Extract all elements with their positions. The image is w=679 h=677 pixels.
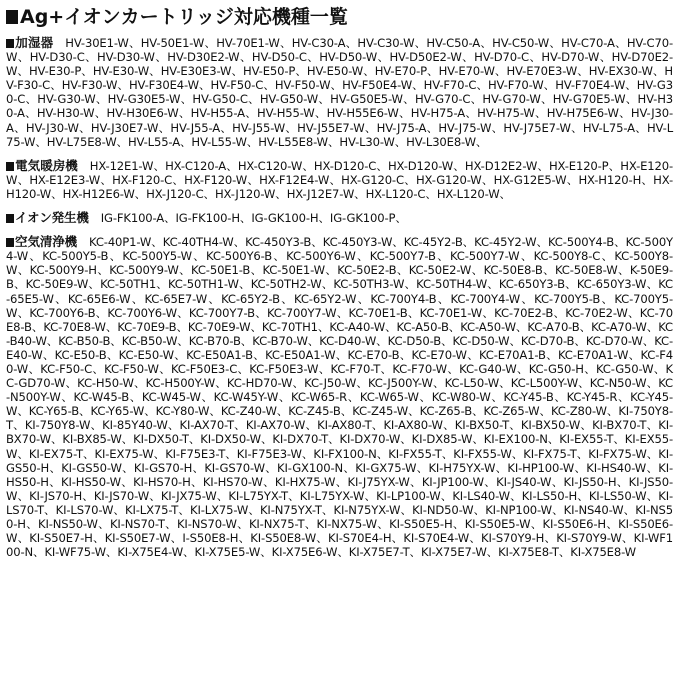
title-square-icon (6, 10, 18, 24)
section-ion-generator-models: IG-FK100-A、IG-FK100-H、IG-GK100-H、IG-GK100-P、 (100, 211, 407, 226)
section-humidifier-body (6, 36, 673, 149)
section-electric-heater-models: HX-12E1-W、HX-C120-A、HX-C120-W、HX-D120-C、HX-D120-W、HX-D12E2-W、HX-E120-P、HX-E120-W、HX-E12E3-W、HX-F120-C、HX-F120-W、HX-F12E4-W、HX-G120-C、HX-G120-W、HX-G12E5-W、HX-H120-H、HX-H120-W、HX-H12E6-W、HX-J120-C、HX-J120-W、HX-J12E7-W、HX-L120-C、HX-L120-W、 (6, 158, 673, 201)
page-title (6, 4, 673, 30)
section-humidifier (6, 36, 673, 149)
heading-square-icon (6, 214, 14, 223)
section-air-purifier-heading: 空気清浄機 (6, 234, 77, 249)
section-air-purifier-models: KC-40P1-W、KC-40TH4-W、KC-450Y3-B、KC-450Y3-W、KC-45Y2-B、KC-45Y2-W、KC-500Y4-B、KC-500Y4-W、KC-500Y5-B、KC-500Y5-W、KC-500Y6-B、KC-500Y6-W、KC-500Y7-B、KC-500Y7-W、KC-500Y8-C、KC-500Y8-W、KC-500Y9-H、KC-500Y9-W、KC-50E1-B、KC-50E1-W、KC-50E2-B、KC-50E2-W、KC-50E8-B、KC-50E8-W、K-50E9-B、KC-50E9-W、KC-50TH1、KC-50TH1-W、KC-50TH2-W、KC-50TH3-W、KC-50TH4-W、KC-650Y3-B、KC-650Y3-W、KC-65E5-W、KC-65E6-W、KC-65E7-W、KC-65Y2-B、KC-65Y2-W、KC-700Y4-B、KC-700Y4-W、KC-700Y5-B、KC-700Y5-W、KC-700Y6-B、KC-700Y6-W、KC-700Y7-B、KC-700Y7-W、KC-70E1-B、KC-70E1-W、KC-70E2-B、KC-70E2-W、KC-70E8-B、KC-70E8-W、KC-70E9-B、KC-70E9-W、KC-70TH1、KC-A40-W、KC-A50-B、KC-A50-W、KC-A70-B、KC-A70-W、KC-B40-W、KC-B50-B、KC-B50-W、KC-B70-B、KC-B70-W、KC-D40-W、KC-D50-B、KC-D50-W、KC-D70-B、KC-D70-W、KC-E40-W、KC-E50-B、KC-E50-W、KC-E50A1-B、KC-E50A1-W、KC-E70-B、KC-E70-W、KC-E70A1-B、KC-E70A1-W、KC-F40-W、KC-F50-C、KC-F50-W、KC-F50E3-C、KC-F50E3-W、KC-F70-T、KC-F70-W、KC-G40-W、KC-G50-H、KC-G50-W、KC-GD70-W、KC-H50-W、KC-H500Y-W、KC-HD70-W、KC-J50-W、KC-J500Y-W、KC-L50-W、KC-L500Y-W、KC-N50-W、KC-N500Y-W、KC-W45-B、KC-W45-W、KC-W45Y-W、KC-W65-R、KC-W65-W、KC-W80-W、KC-Y45-B、KC-Y45-R、KC-Y45-W、KC-Y65-B、KC-Y65-W、KC-Y80-W、KC-Z40-W、KC-Z45-B、KC-Z45-W、KC-Z65-B、KC-Z65-W、KC-Z80-W、KI-750Y8-T、KI-750Y8-W、KI-85Y40-W、KI-AX70-T、KI-AX70-W、KI-AX80-T、KI-AX80-W、KI-BX50-T、KI-BX50-W、KI-BX70-T、KI-BX70-W、KI-BX85-W、KI-DX50-T、KI-DX50-W、KI-DX70-T、KI-DX70-W、KI-DX85-W、KI-EX100-N、KI-EX55-T、KI-EX55-W、KI-EX75-T、KI-EX75-W、KI-F75E3-T、KI-F75E3-W、KI-FX100-N、KI-FX55-T、KI-FX55-W、KI-FX75-T、KI-FX75-W、KI-GS50-H、KI-GS50-W、KI-GS70-H、KI-GS70-W、KI-GX100-N、KI-GX75-W、KI-H75YX-W、KI-HP100-W、KI-HS40-W、KI-HS50-H、KI-HS50-W、KI-HS70-H、KI-HS70-W、KI-HX75-W、KI-J75YX-W、KI-JP100-W、KI-JS40-W、KI-JS50-H、KI-JS50-W、KI-JS70-H、KI-JS70-W、KI-JX75-W、KI-L75YX-T、KI-L75YX-W、KI-LP100-W、KI-LS40-W、KI-LS50-H、KI-LS50-W、KI-LS70-T、KI-LS70-W、KI-LX75-T、KI-LX75-W、KI-N75YX-T、KI-N75YX-W、KI-ND50-W、KI-NP100-W、KI-NS40-W、KI-NS50-H、KI-NS50-W、KI-NS70-T、KI-NS70-W、KI-NX75-T、KI-NX75-W、KI-S50E5-H、KI-S50E5-W、KI-S50E6-H、KI-S50E6-W、KI-S50E7-H、KI-S50E7-W、I-S50E8-H、KI-S50E8-W、KI-S70E4-H、KI-S70E4-W、KI-S70Y9-H、KI-S70Y9-W、KI-WF100-N、KI-WF75-W、KI-X75E4-W、KI-X75E5-W、KI-X75E6-W、KI-X75E7-T、KI-X75E7-W、KI-X75E8-T、KI-X75E8-W (6, 235, 673, 560)
section-humidifier-heading: 加湿器 (6, 35, 53, 50)
section-electric-heater (6, 159, 673, 201)
heading-square-icon (6, 162, 14, 171)
section-humidifier-models: HV-30E1-W、HV-50E1-W、HV-70E1-W、HV-C30-A、HV-C30-W、HV-C50-A、HV-C50-W、HV-C70-A、HV-C70-W、HV-D30-C、HV-D30-W、HV-D30E2-W、HV-D50-C、HV-D50-W、HV-D50E2-W、HV-D70-C、HV-D70-W、HV-D70E2-W、HV-E30-P、HV-E30-W、HV-E30E3-W、HV-E50-P、HV-E50-W、HV-E70-P、HV-E70-W、HV-E70E3-W、HV-EX30-W、HV-F30-C、HV-F30-W、HV-F30E4-W、HV-F50-C、HV-F50-W、HV-F50E4-W、HV-F70-C、HV-F70-W、HV-F70E4-W、HV-G30-C、HV-G30-W、HV-G30E5-W、HV-G50-C、HV-G50-W、HV-G50E5-W、HV-G70-C、HV-G70-W、HV-G70E5-W、HV-H30-A、HV-H30-W、HV-H30E6-W、HV-H55-A、HV-H55-W、HV-H55E6-W、HV-H75-A、HV-H75-W、HV-H75E6-W、HV-J30-A、HV-J30-W、HV-J30E7-W、HV-J55-A、HV-J55-W、HV-J55E7-W、HV-J75-A、HV-J75-W、HV-J75E7-W、HV-L75-A、HV-L75-W、HV-L75E8-W、HV-L55-A、HV-L55-W、HV-L55E8-W、HV-L30-W、HV-L30E8-W、 (6, 36, 673, 149)
section-electric-heater-heading: 電気暖房機 (6, 158, 78, 173)
section-air-purifier (6, 235, 673, 559)
section-air-purifier-body (6, 235, 673, 559)
section-ion-generator-heading: イオン発生機 (6, 210, 89, 225)
page-title-text: Ag+イオンカートリッジ対応機種一覧 (20, 6, 348, 28)
heading-square-icon (6, 39, 14, 48)
heading-square-icon (6, 238, 14, 247)
section-ion-generator-body (6, 211, 673, 225)
section-electric-heater-body (6, 159, 673, 201)
section-ion-generator (6, 211, 673, 225)
